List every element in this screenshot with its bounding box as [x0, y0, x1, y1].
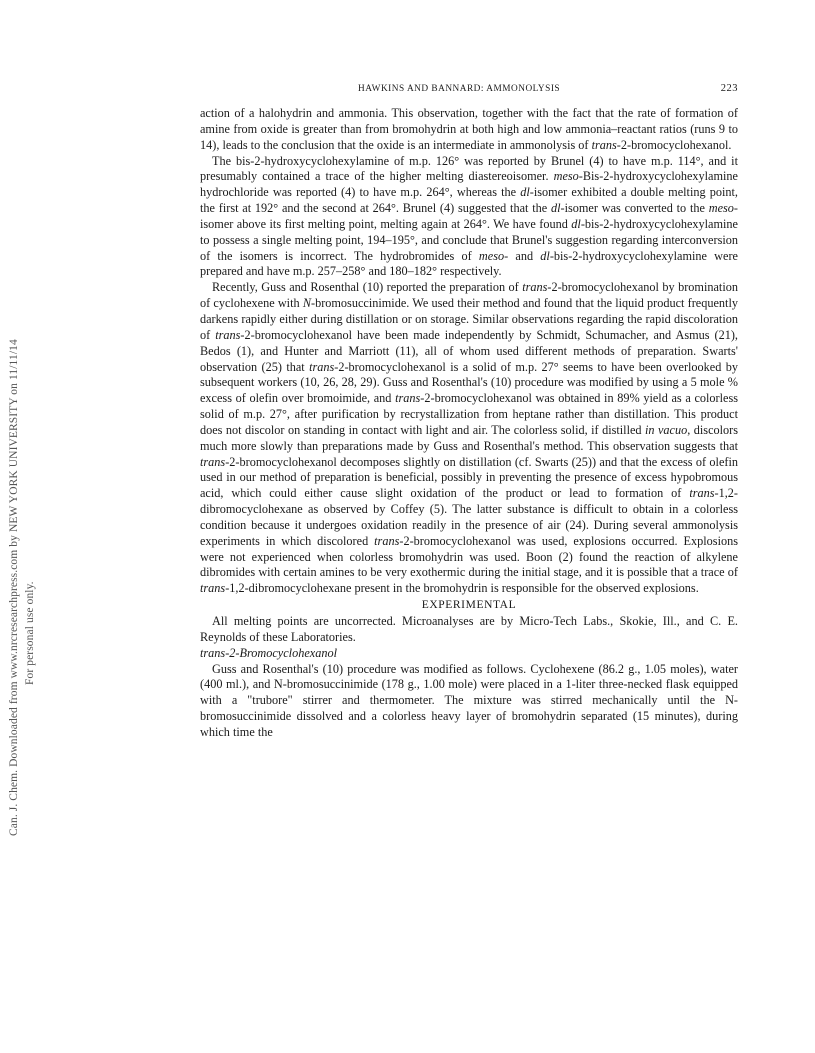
download-source-line: Can. J. Chem. Downloaded from www.nrcresearchpress.com by NEW YORK UNIVERSITY on 11/11/14 [8, 339, 20, 836]
paragraph: action of a halohydrin and ammonia. This observation, together with the fact that the rate of formation of amine from oxide is greater than from bromohydrin at both high and low ammonia–reactant ratios (runs 9 to 14), leads to the conclusion that the oxide is an intermediate in ammonolysis of trans-2-bromocyclohexanol. [200, 106, 738, 152]
italic-term: trans [689, 486, 715, 501]
italic-term: trans [374, 533, 400, 548]
paragraph: Recently, Guss and Rosenthal (10) reported the preparation of trans-2-bromocyclohexanol by bromination of cyclohexene with N-bromosuccinimide. We used their method and found that the liquid product frequently darkens rapidly either during distillation or on storage. Similar observations regarding the rapid discoloration of trans-2-bromocyclohexanol have been made independently by Schmidt, Schumacher, and Asmus (21), Bedos (1), and Hunter and Marriott (11), all of whom used different methods of preparation. Swarts' observation (25) that trans-2-bromocyclohexanol is a solid of m.p. 27° seems to have been overlooked by subsequent workers (10, 26, 28, 29). Guss and Rosenthal's (10) procedure was modified by using a 5 mole % excess of olefin over bromoimide, and trans-2-bromocyclohexanol was obtained in 89% yield as a colorless solid of m.p. 27°, after purification by recrystallization from heptane rather than distillation. This product does not discolor on standing in contact with light and air. The colorless solid, if distilled in vacuo, discolors much more slowly than preparations made by Guss and Rosenthal's method. This observation suggests that trans-2-bromocyclohexanol decomposes slightly on distillation (cf. Swarts (25)) and that the excess of olefin used in our method of preparation is beneficial, possibly in preventing the presence of excess hypobromous acid, which could either cause slight oxidation of the product or lead to formation of trans-1,2-dibromocyclohexane as observed by Coffey (5). The latter substance is difficult to obtain in a colorless condition because it undergoes oxidation readily in the presence of air (24). During several ammonolysis experiments in which discolored trans-2-bromocyclohexanol was used, explosions occurred. Explosions were not experienced when colorless bromohydrin was used. Boon (2) found the reaction of alkylene dibromides with certain amines to be very exothermic during the initial stage, and it is possible that a trace of trans-1,2-dibromocyclohexane present in the bromohydrin is responsible for the observed explosions. [200, 280, 739, 596]
italic-term: trans [215, 327, 241, 342]
italic-term: trans [395, 391, 421, 406]
italic-term: trans [522, 280, 548, 295]
article-body [200, 106, 738, 741]
italic-term: trans [591, 137, 617, 152]
italic-term: dl [520, 185, 530, 200]
italic-term: trans [309, 359, 335, 374]
paragraph: All melting points are uncorrected. Microanalyses are by Micro-Tech Labs., Skokie, Ill., and C. E. Reynolds of these Laboratories. [200, 614, 738, 644]
paragraph: The bis-2-hydroxycyclohexylamine of m.p. 126° was reported by Brunel (4) to have m.p. 114°, and it presumably contained a trace of the higher melting diastereoisomer. meso-Bis-2-hydroxycyclohexylamine hydrochloride was reported (4) to have m.p. 264°, whereas the dl-isomer exhibited a double melting point, the first at 192° and the second at 264°. Brunel (4) suggested that the dl-isomer was converted to the meso-isomer above its first melting point, melting again at 264°. We have found dl-bis-2-hydroxycyclohexylamine to possess a single melting point, 194–195°, and conclude that Brunel's suggestion regarding interconversion of the isomers is incorrect. The hydrobromides of meso- and dl-bis-2-hydroxycyclohexylamine were prepared and have m.p. 257–258° and 180–182° respectively. [200, 153, 738, 279]
italic-term: trans [200, 454, 226, 469]
download-margin-note [2, 230, 42, 836]
italic-term: dl [571, 216, 581, 231]
paragraph: Guss and Rosenthal's (10) procedure was modified as follows. Cyclohexene (86.2 g., 1.05 moles), water (400 ml.), and N-bromosuccinimide (178 g., 1.00 mole) were placed in a 1-liter three-necked flask equipped with a "trubore" stirrer and thermometer. The mixture was stirred mechanically until the N-bromosuccinimide dissolved and a colorless heavy layer of bromohydrin separated (15 minutes), during which time the [200, 661, 738, 739]
page-number: 223 [720, 83, 738, 94]
italic-term: meso [553, 169, 579, 184]
personal-use-line: For personal use only. [24, 581, 36, 685]
italic-term: meso [708, 201, 734, 216]
italic-term: N [302, 296, 311, 311]
italic-term: dl [540, 248, 550, 263]
italic-term: meso [478, 248, 505, 263]
italic-term: in vacuo [645, 422, 688, 437]
section-heading-experimental: EXPERIMENTAL [421, 599, 517, 612]
page-header [200, 84, 738, 98]
running-head: HAWKINS AND BANNARD: AMMONOLYSIS [358, 84, 561, 94]
italic-term: dl [550, 201, 561, 216]
italic-term: trans [200, 581, 226, 596]
subheading-compound: trans-2-Bromocyclohexanol [200, 645, 337, 660]
